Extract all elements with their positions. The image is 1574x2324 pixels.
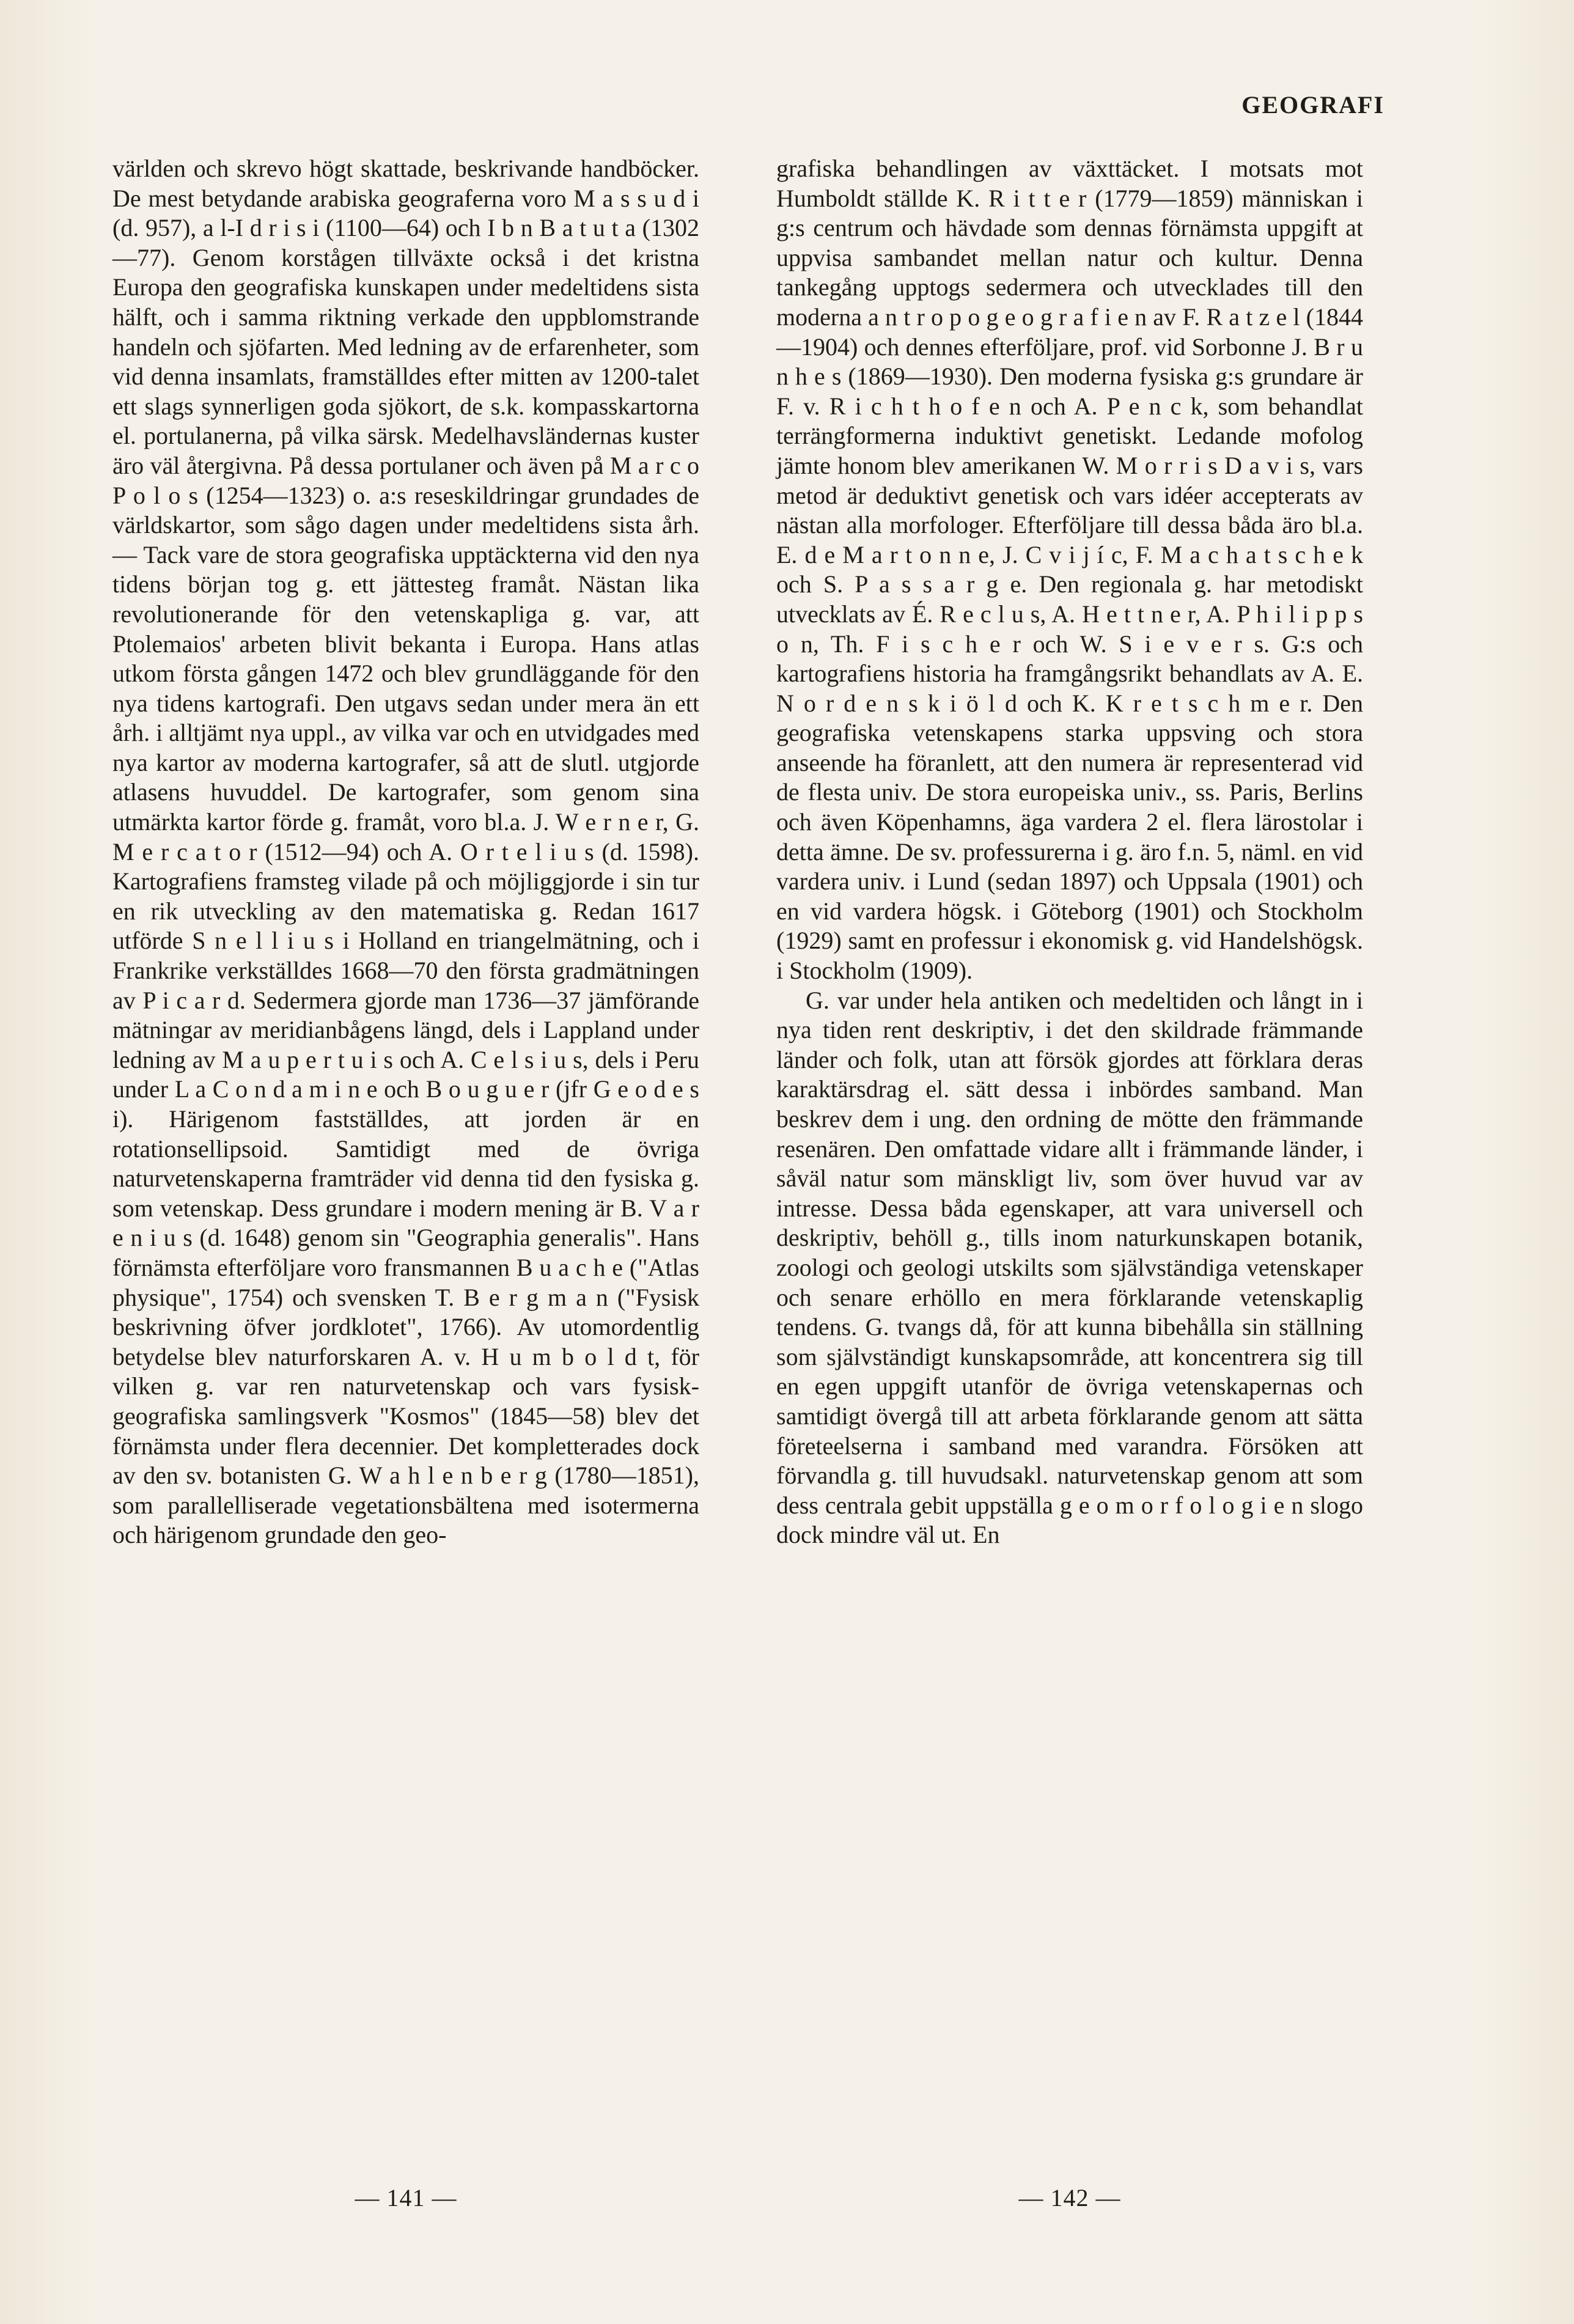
right-paragraph-2: G. var under hela antiken och medeltiden och långt in i nya tiden rent deskriptiv, i det den skildrade främmande länder och folk, utan att försök gjordes att förklara deras karaktärsdrag el. sätt dessa i inbördes samband. Man beskrev dem i ung. den ordning de mötte den främmande resenären. Den omfattade vidare allt i främmande länder, i såväl natur som mänskligt liv, som över huvud var av intresse. Dessa båda egenskaper, att vara universell och deskriptiv, behöll g., tills inom naturkunskapen botanik, zoologi och geologi utskilts som självständiga vetenskaper och senare erhöllo en mera förklarande vetenskaplig tendens. G. tvangs då, för att kunna bibehålla sin ställning som självständigt kunskapsområde, att koncentrera sig till en egen uppgift utanför de övriga vetenskapernas och samtidigt övergå till att arbeta förklarande genom att sätta företeelserna i samband med varandra. Försöken att förvandla g. till huvudsakl. naturvetenskap genom att som dess centrala gebit uppställa g e o m o r f o l o g i e n slogo dock mindre väl ut. En bbox=[776, 986, 1363, 1549]
right-paragraph-1: grafiska behandlingen av växttäcket. I motsats mot Humboldt ställde K. R i t t e r (1779—1859) människan i g:s centrum och hävdade som dennas förnämsta uppgift at uppvisa sambandet mellan natur och kultur. Denna tankegång upptogs sedermera och utvecklades till den moderna a n t r o p o g e o g r a f i e n av F. R a t z e l (1844—1904) och dennes efterföljare, prof. vid Sorbonne J. B r u n h e s (1869—1930). Den moderna fysiska g:s grundare är F. v. R i c h t h o f e n och A. P e n c k, som behandlat terrängformerna induktivt genetiskt. Ledande mofolog jämte honom blev amerikanen W. M o r r i s D a v i s, vars metod är deduktivt genetisk och vars idéer accepterats av nästan alla morfologer. Efterföljare till dessa båda äro bl.a. E. d e M a r t o n n e, J. C v i j í c, F. M a c h a t s c h e k och S. P a s s a r g e. Den regionala g. har metodiskt utvecklats av É. R e c l u s, A. H e t t n e r, A. P h i l i p p s o n, Th. F i s c h e r och W. S i e v e r s. G:s och kartografiens historia ha framgångsrikt behandlats av A. E. N o r d e n s k i ö l d och K. K r e t s c h m e r. Den geografiska vetenskapens starka uppsving och stora anseende ha föranlett, att den numera är representerad vid de flesta univ. De stora europeiska univ., ss. Paris, Berlins och även Köpenhamns, äga vardera 2 el. flera lärostolar i detta ämne. De sv. professurerna i g. äro f.n. 5, näml. en vid vardera univ. i Lund (sedan 1897) och Uppsala (1901) och en vid vardera högsk. i Göteborg (1901) och Stockholm (1929) samt en professur i ekonomisk g. vid Handelshögsk. i Stockholm (1909). bbox=[776, 155, 1363, 985]
right-column bbox=[776, 154, 1363, 1550]
page-number-right: — 142 — bbox=[1018, 2184, 1121, 2212]
page-number-left: — 141 — bbox=[355, 2184, 457, 2212]
left-column bbox=[112, 154, 699, 1550]
left-paragraph-1: världen och skrevo högt skattade, beskrivande handböcker. De mest betydande arabiska geograferna voro M a s s u d i (d. 957), a l-I d r i s i (1100—64) och I b n B a t u t a (1302—77). Genom korstågen tillväxte också i det kristna Europa den geografiska kunskapen under medeltidens sista hälft, och i samma riktning verkade den uppblomstrande handeln och sjöfarten. Med ledning av de erfarenheter, som vid denna insamlats, framställdes efter mitten av 1200-talet ett slags synnerligen goda sjökort, de s.k. kompasskartorna el. portulanerna, på vilka särsk. Medelhavsländernas kuster äro väl återgivna. På dessa portulaner och även på M a r c o P o l o s (1254—1323) o. a:s reseskildringar grundades de världskartor, som sågo dagen under medeltidens sista årh. — Tack vare de stora geografiska upptäckterna vid den nya tidens början tog g. ett jättesteg framåt. Nästan lika revolutionerande för den vetenskapliga g. var, att Ptolemaios' arbeten blivit bekanta i Europa. Hans atlas utkom första gången 1472 och blev grundläggande för den nya tidens kartografi. Den utgavs sedan under mera än ett årh. i alltjämt nya uppl., av vilka var och en utvidgades med nya kartor av moderna kartografer, så att de slutl. utgjorde atlasens huvuddel. De kartografer, som genom sina utmärkta kartor förde g. framåt, voro bl.a. J. W e r n e r, G. M e r c a t o r (1512—94) och A. O r t e l i u s (d. 1598). Kartografiens framsteg vilade på och möjliggjorde i sin tur en rik utveckling av den matematiska g. Redan 1617 utförde S n e l l i u s i Holland en triangelmätning, och i Frankrike verkställdes 1668—70 den första gradmätningen av P i c a r d. Sedermera gjorde man 1736—37 jämförande mätningar av meridianbågens längd, dels i Lappland under ledning av M a u p e r t u i s och A. C e l s i u s, dels i Peru under L a C o n d a m i n e och B o u g u e r (jfr G e o d e s i). Härigenom fastställdes, att jorden är en rotationsellipsoid. Samtidigt med de övriga naturvetenskaperna framträder vid denna tid den fysiska g. som vetenskap. Dess grundare i modern mening är B. V a r e n i u s (d. 1648) genom sin "Geographia generalis". Hans förnämsta efterföljare voro fransmannen B u a c h e ("Atlas physique", 1754) och svensken T. B e r g m a n ("Fysisk beskrivning öfver jordklotet", 1766). Av utomordentlig betydelse blev naturforskaren A. v. H u m b o l d t, för vilken g. var ren naturvetenskap och vars fysisk-geografiska samlingsverk "Kosmos" (1845—58) blev det förnämsta under flera decennier. Det kompletterades dock av den sv. botanisten G. W a h l e n b e r g (1780—1851), som parallelliserade vegetationsbältena med isotermerna och härigenom grundade den geo- bbox=[112, 155, 699, 1549]
running-head: GEOGRAFI bbox=[1241, 91, 1385, 119]
